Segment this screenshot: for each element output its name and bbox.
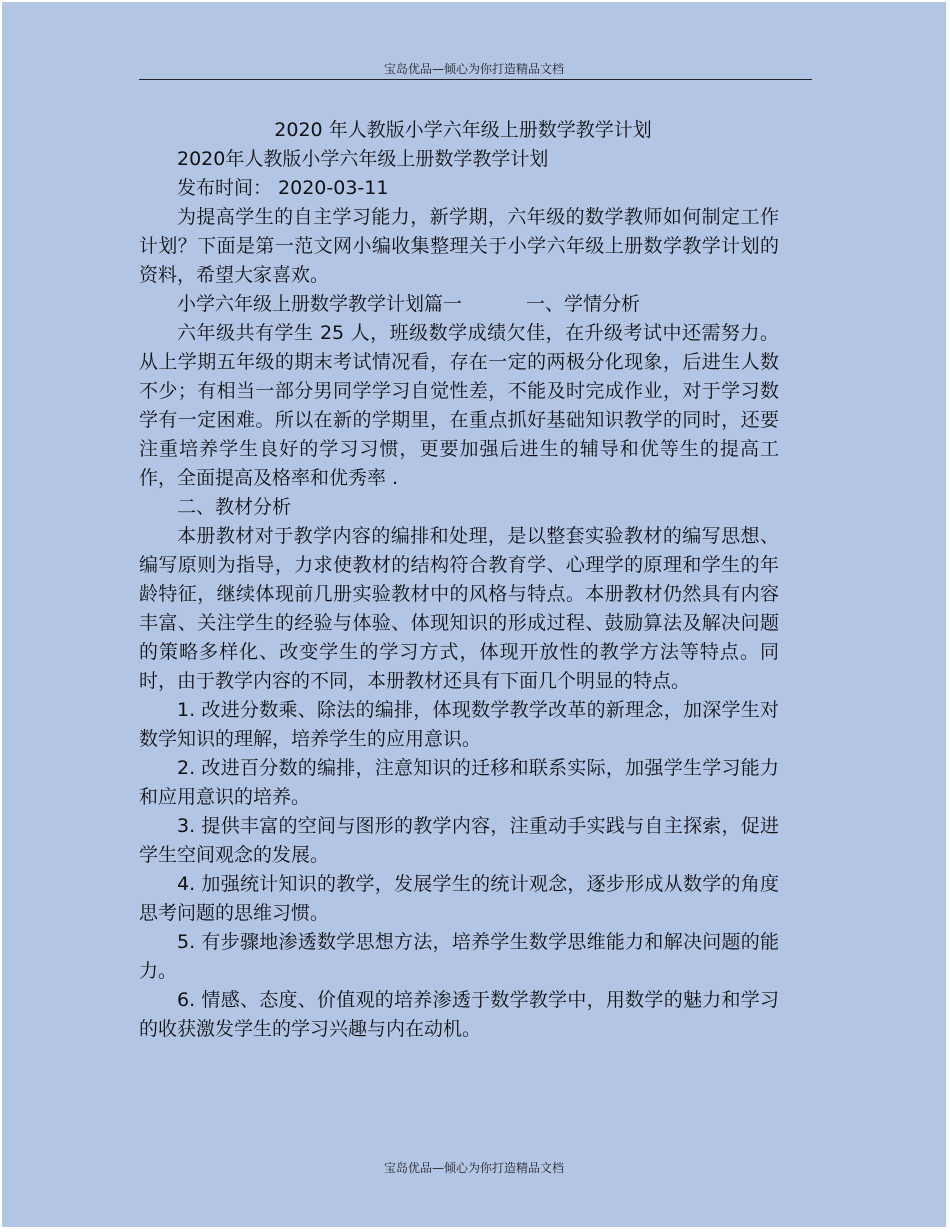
- point-item: 3. 提供丰富的空间与图形的教学内容，注重动手实践与自主探索，促进学生空间观念的发展。: [139, 815, 779, 866]
- page-footer: 宝岛优品—倾心为你打造精品文档: [383, 1161, 564, 1175]
- section-subtitle: 一、学情分析: [526, 293, 641, 315]
- section-title: 小学六年级上册数学教学计划篇一: [177, 293, 463, 315]
- textbook-paragraph: 本册教材对于教学内容的编排和处理，是以整套实验教材的编写思想、编写原则为指导，力求使教材的结构符合教育学、心理学的原理和学生的年龄特征，继续体现前几册实验教材中的风格与特点。本册教材仍然具有内容丰富、关注学生的经验与体验、体现知识的形成过程、鼓励算法及解决问题的策略多样化、改变学生的学习方式，体现开放性的教学方法等特点。同时，由于教学内容的不同，本册教材还具有下面几个明显的特点。: [139, 525, 779, 692]
- publish-time: 发布时间： 2020-03-11: [177, 177, 389, 199]
- intro-paragraph: 为提高学生的自主学习能力，新学期，六年级的数学教师如何制定工作计划？下面是第一范文网小编收集整理关于小学六年级上册数学教学计划的资料，希望大家喜欢。: [139, 206, 779, 286]
- page-header: 宝岛优品—倾心为你打造精品文档: [383, 62, 564, 76]
- document-title: 2020 年人教版小学六年级上册数学教学计划: [274, 119, 652, 141]
- textbook-heading: 二、教材分析: [177, 496, 292, 518]
- document-body: [139, 116, 779, 1044]
- point-item: 2. 改进百分数的编排，注意知识的迁移和联系实际，加强学生学习能力和应用意识的培养。: [139, 757, 779, 808]
- document-page: [2, 2, 946, 1227]
- point-item: 5. 有步骤地渗透数学思想方法，培养学生数学思维能力和解决问题的能力。: [139, 931, 779, 982]
- header-divider: [139, 79, 812, 80]
- section-heading: [139, 290, 779, 319]
- point-item: 1. 改进分数乘、除法的编排，体现数学教学改革的新理念，加深学生对数学知识的理解，培养学生的应用意识。: [139, 699, 779, 750]
- document-subtitle: 2020年人教版小学六年级上册数学教学计划: [177, 148, 549, 170]
- analysis-paragraph: 六年级共有学生 25 人，班级数学成绩欠佳，在升级考试中还需努力。从上学期五年级的期末考试情况看，存在一定的两极分化现象，后进生人数不少；有相当一部分男同学学习自觉性差，不能及时完成作业，对于学习数学有一定困难。所以在新的学期里，在重点抓好基础知识教学的同时，还要注重培养学生良好的学习习惯，更要加强后进生的辅导和优等生的提高工作，全面提高及格率和优秀率 .: [139, 322, 779, 489]
- point-item: 6. 情感、态度、价值观的培养渗透于数学教学中，用数学的魅力和学习的收获激发学生的学习兴趣与内在动机。: [139, 989, 779, 1040]
- point-item: 4. 加强统计知识的教学，发展学生的统计观念，逐步形成从数学的角度思考问题的思维习惯。: [139, 873, 779, 924]
